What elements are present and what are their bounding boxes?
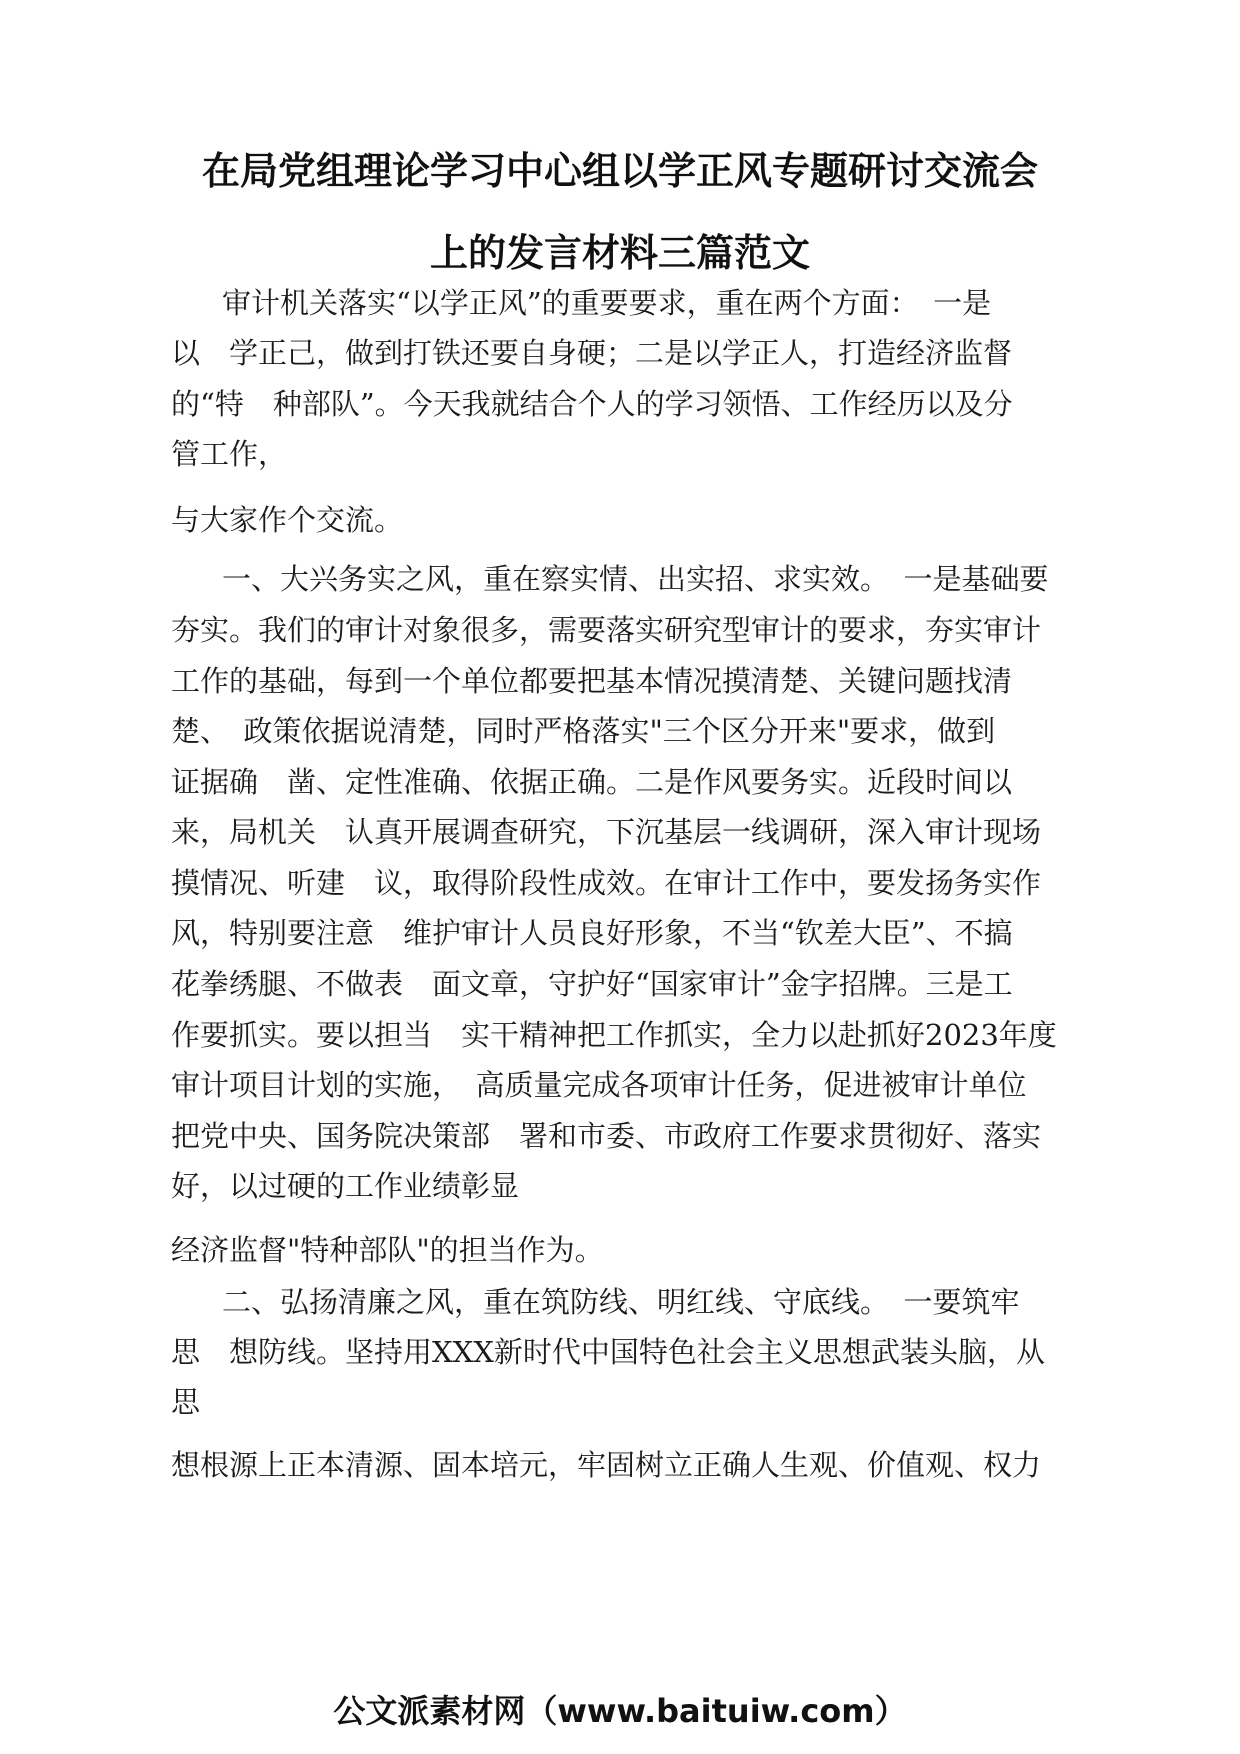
body-line: 审计项目计划的实施， 高质量完成各项审计任务，促进被审计单位 (171, 1068, 1027, 1102)
body-line: 的“特 种部队”。今天我就结合个人的学习领悟、工作经历以及分 (171, 387, 1013, 421)
body-line: 楚、 政策依据说清楚，同时严格落实"三个区分开来"要求，做到 (171, 714, 996, 748)
body-line: 一、大兴务实之风，重在察实情、出实招、求实效。 一是基础要 (222, 562, 1049, 596)
body-line: 把党中央、国务院决策部 署和市委、市政府工作要求贯彻好、落实 (171, 1119, 1042, 1153)
body-line: 审计机关落实“以学正风”的重要要求，重在两个方面： 一是 (222, 286, 992, 320)
body-line: 与大家作个交流。 (171, 503, 404, 537)
body-line: 摸情况、听建 议，取得阶段性成效。在审计工作中，要发扬务实作 (171, 866, 1042, 900)
body-line: 好，以过硬的工作业绩彰显 (171, 1169, 520, 1203)
body-line: 来，局机关 认真开展调查研究，下沉基层一线调研，深入审计现场 (171, 815, 1042, 849)
body-line: 以 学正己，做到打铁还要自身硬；二是以学正人，打造经济监督 (171, 336, 1013, 370)
body-line: 夯实。我们的审计对象很多，需要落实研究型审计的要求，夯实审计 (171, 613, 1042, 647)
body-line: 管工作， (171, 437, 288, 471)
body-line: 证据确 凿、定性准确、依据正确。二是作风要务实。近段时间以 (171, 765, 1013, 799)
body-line: 经济监督"特种部队"的担当作为。 (171, 1233, 604, 1267)
footer-watermark: 公文派素材网（www.baituiw.com） (333, 1692, 907, 1730)
body-line: 二、弘扬清廉之风，重在筑防线、明红线、守底线。 一要筑牢 (222, 1285, 1020, 1319)
title-line-1: 在局党组理论学习中心组以学正风专题研讨交流会 (201, 149, 1038, 193)
title-line-2: 上的发言材料三篇范文 (429, 231, 810, 275)
body-line: 风，特别要注意 维护审计人员良好形象，不当“钦差大臣”、不搞 (171, 916, 1013, 950)
body-line: 思 想防线。坚持用XXX新时代中国特色社会主义思想武装头脑，从 (171, 1335, 1045, 1369)
body-line: 花拳绣腿、不做表 面文章，守护好“国家审计”金字招牌。三是工 (171, 967, 1013, 1001)
body-line: 作要抓实。要以担当 实干精神把工作抓实，全力以赴抓好2023年度 (171, 1018, 1057, 1052)
body-line: 工作的基础，每到一个单位都要把基本情况摸清楚、关键问题找清 (171, 664, 1013, 698)
body-line: 思 (171, 1385, 201, 1419)
body-line: 想根源上正本清源、固本培元，牢固树立正确人生观、价值观、权力 (171, 1448, 1042, 1482)
